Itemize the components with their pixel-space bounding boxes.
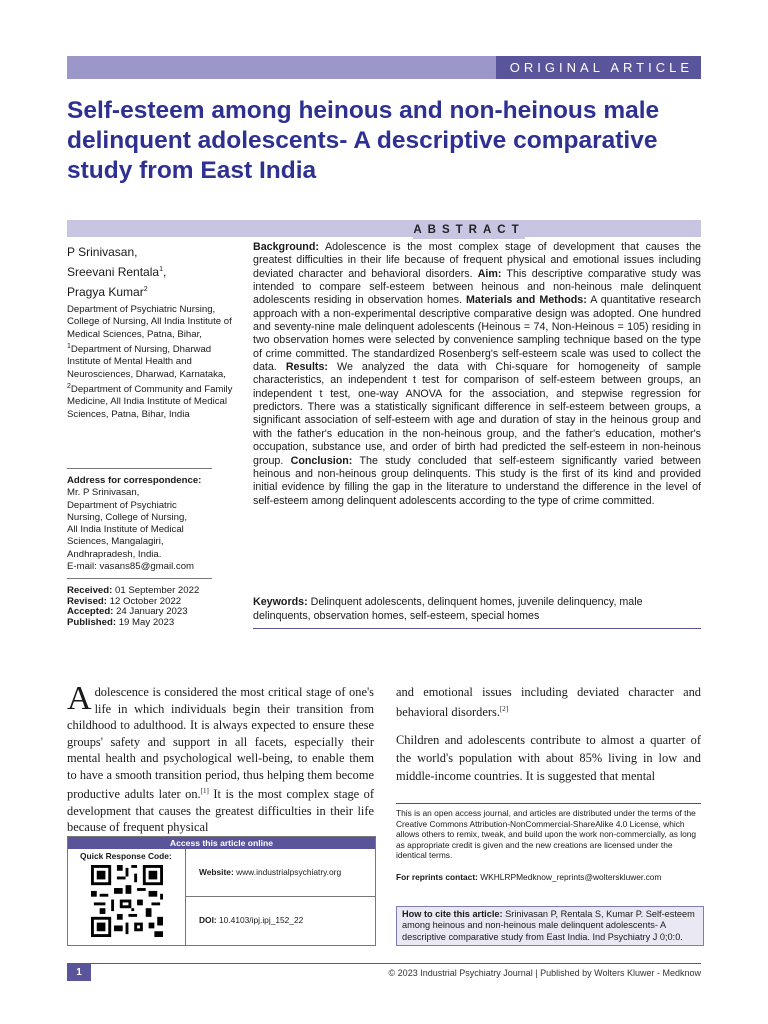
drop-cap: A — [67, 680, 92, 717]
divider — [67, 468, 212, 469]
citation-box: How to cite this article: Srinivasan P, Rentala S, Kumar P. Self-esteem among heinous and non-heinous male delinquent adolescents- A descriptive comparative study from East India. Ind Psychiatry J 0;0:0. — [396, 906, 704, 946]
license-rule — [396, 803, 701, 804]
keywords-rule — [253, 628, 701, 629]
doi-cell: DOI: 10.4103/ipj.ipj_152_22 — [199, 915, 304, 925]
email[interactable]: E-mail: vasans85@gmail.com — [67, 561, 195, 573]
body-paragraph: and emotional issues including deviated character and behavioral disorders.[2] — [396, 685, 701, 719]
license-text: This is an open access journal, and articles are distributed under the terms of the Creative Commons Attribution-NonCommercial-ShareAlike 4.0 License, which allows others to remix, tweak, and build upon the work non-commercially, as long as appropriate credit is given and the new creations are licensed under the identical terms. — [396, 808, 697, 861]
article-title: Self-esteem among heinous and non-heinous male delinquent adolescents- A descriptive comparative study from East India — [67, 97, 660, 184]
intro-paragraph: Adolescence is considered the most critical stage of one's life in which individuals begin their transition from childhood to adulthood. It is always expected to ensure these groups' safety and support in all facets, especially their mental health and psychological well-being, to enable them to have a smooth transition period, thus helping them become productive adults later on.[1] It is the most complex stage of development that causes the greatest difficulties in their life because of frequent physical — [67, 680, 374, 835]
website-cell: Website: www.industrialpsychiatry.org — [186, 849, 375, 897]
abstract-heading-bar — [67, 220, 701, 237]
abstract-body: Background: Adolescence is the most complex stage of development that causes the greatest difficulties in their life because of frequent physical and emotional issues including deviated character and behavioral disorders. Aim: This descriptive comparative study was intended to compare self-esteem between heinous and non-heinous male delinquent adolescents residing in observation homes. Materials and Methods: A quantitative research approach with a non-experimental descriptive comparative design was adopted. One hundred and seventy-nine male delinquent adolescents (Heinous = 74, Non-Heinous = 105) residing in two observation homes were selected by convenience sampling technique based on the type of crime committed. The standardized Rosenberg's self-esteem scale was used to collect the data. Results: We analyzed the data with Chi-square for homogeneity of sample characteristics, an independent t test for comparison of self-esteem between groups, an independent t test, one-way ANOVA for the association, and stepwise regression for predictors. There was a statistically significant difference in self-esteem between groups, a significant association of self-esteem with age and duration of stay in the heinous group and with the father's education in the non-heinous group, and the father's education, mother's occupation, substance use, and order of birth had predicted the self-esteem in non-heinous group. Conclusion: The study concluded that self-esteem significantly varied between heinous and non-heinous group delinquents. This study is the first of its kind and provided initial evidence by filling the gap in the literature to understand the difference in the level of self-esteem among delinquent adolescents according to the type of crime committed. — [253, 241, 701, 507]
abstract-heading: ABSTRACT — [413, 222, 524, 239]
footer-rule — [67, 963, 701, 964]
page-number: 1 — [67, 964, 91, 981]
website-link[interactable]: www.industrialpsychiatry.org — [236, 867, 342, 877]
qr-label: Quick Response Code: — [80, 851, 172, 861]
divider — [67, 578, 212, 579]
footer-text: © 2023 Industrial Psychiatry Journal | Published by Wolters Kluwer - Medknow — [388, 968, 701, 978]
author-list — [67, 243, 242, 301]
author: Sreevani Rentala$^1$, — [67, 265, 167, 279]
body-paragraph: Children and adolescents contribute to almost a quarter of the world's population with about 85% living in low and middle-income countries. It is suggested that mental — [396, 733, 701, 783]
article-dates: Received: 01 September 2022 Revised: 12 October 2022 Accepted: 24 January 2023 Published: 19 May 2023 — [67, 585, 200, 628]
section-banner — [67, 56, 701, 79]
correspondence-lines: Mr. P Srinivasan, Department of Psychiatric Nursing, College of Nursing, All India Institute of Medical Sciences, Mangalagiri, Andhrapradesh, India. E-mail: vasans85@gmail.com — [67, 487, 242, 573]
keywords: Keywords: Delinquent adolescents, delinquent homes, juvenile delinquency, male delinquents, observation homes, self-esteem, special homes — [253, 596, 643, 622]
qr-cell — [68, 849, 186, 945]
qr-code-icon[interactable] — [91, 865, 163, 937]
section-label: ORIGINAL ARTICLE — [496, 56, 701, 79]
author: Pragya Kumar$^2$ — [67, 285, 148, 299]
access-box — [67, 836, 376, 946]
affiliations: Department of Psychiatric Nursing, College of Nursing, All India Institute of Medical Sciences, Patna, Bihar, $^1$Department of Nursing, Dharwad Institute of Mental Health and Neurosciences, Dharwad, Karnataka, $^2$Department of Community and Family Medicine, All India Institute of Medical Sciences, Patna, Bihar, India — [67, 304, 233, 420]
correspondence: Address for correspondence: Mr. P Srinivasan, Department of Psychiatric Nursing, College of Nursing, All India Institute of Medical Sciences, Mangalagiri, Andhrapradesh, India. E-mail: vasans85@gmail.com — [67, 475, 242, 573]
reprints-contact: For reprints contact: WKHLRPMedknow_reprints@wolterskluwer.com — [396, 872, 662, 882]
doi-link[interactable]: 10.4103/ipj.ipj_152_22 — [219, 915, 304, 925]
author: P Srinivasan, — [67, 245, 138, 259]
access-heading: Access this article online — [68, 837, 375, 849]
